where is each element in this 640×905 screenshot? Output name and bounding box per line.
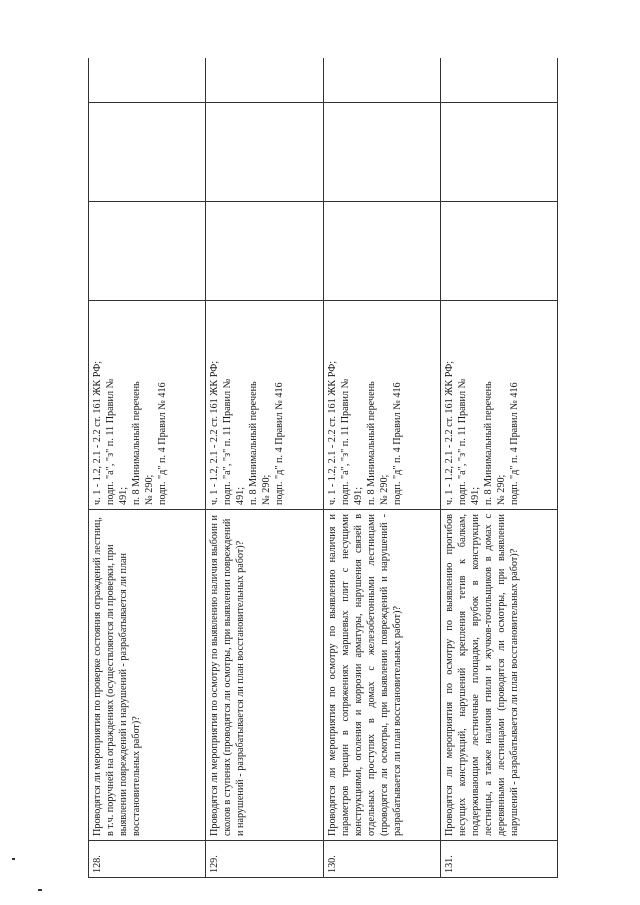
answer-cell-na [89, 58, 206, 103]
legal-basis-cell [323, 301, 440, 510]
row-number-cell [323, 841, 440, 878]
document-page [88, 58, 558, 878]
legal-line: 491; [469, 486, 481, 505]
answer-cell-yes [323, 202, 440, 301]
question-cell [323, 510, 440, 841]
question-cell [89, 510, 206, 841]
legal-line: ч. 1 - 1.2, 2.1 - 2.2 ст. 161 ЖК РФ; [326, 360, 338, 505]
legal-line: подп. "д" п. 4 Правил № 416 [274, 382, 286, 505]
legal-line: 491; [352, 486, 364, 505]
legal-line: подп. "а", "з" п. 11 Правил № [456, 378, 468, 505]
legal-line: 491; [235, 486, 247, 505]
table-row [206, 58, 323, 878]
answer-cell-na [323, 58, 440, 103]
question-text: Проводятся ли мероприятия по осмотру по выявлению наличия и параметров трещин в сопряжениях маршевых плит с несущими конструкциями, оголения и коррозии арматуры, нарушения связей в отдельных проступях в домах с железобетонными лестницами (проводятся ли осмотры, при выявлении повреждений и нарушений - разрабатывается ли план восстановительных работ)? [326, 514, 403, 836]
answer-cell-no [440, 103, 557, 202]
legal-line: п. 8 Минимальный перечень [482, 381, 494, 505]
answer-cell-no [206, 103, 323, 202]
question-text: Проводятся ли мероприятия по осмотру по выявлению наличия выбоин и сколов в ступенях (проводятся ли осмотры, при выявлении повреждений и нарушений - разрабатывается ли план восстановительных работ)? [209, 515, 247, 836]
table-row [440, 58, 557, 878]
table-row [89, 58, 206, 878]
scan-artifact-mark [38, 889, 42, 891]
row-number: 128. [92, 855, 103, 873]
rotated-table-container [88, 58, 558, 878]
row-number: 131. [443, 855, 455, 873]
legal-line: подп. "а", "з" п. 11 Правил № [222, 378, 234, 505]
question-text: Проводятся ли мероприятия по осмотру по выявлению прогибов несущих конструкций, нарушений крепления тетив к балкам, поддерживающим лестничные площадки, врубок в конструкции лестницы, а также наличия гнили и жучков-точильщиков в домах с деревянными лестницами (проводятся ли осмотры, при выявлении нарушений - разрабатывается ли план восстановительных работ)? [443, 514, 520, 836]
legal-line: 491; [118, 486, 130, 505]
answer-cell-na [440, 58, 557, 103]
legal-line: № 290; [144, 474, 156, 505]
answer-cell-na [206, 58, 323, 103]
scan-artifact-mark [12, 858, 15, 860]
question-cell [206, 510, 323, 841]
legal-line: № 290; [495, 474, 507, 505]
legal-line: ч. 1 - 1.2, 2.1 - 2.2 ст. 161 ЖК РФ; [92, 360, 103, 505]
row-number-cell [89, 841, 206, 878]
answer-cell-no [89, 103, 206, 202]
legal-line: № 290; [261, 474, 273, 505]
legal-line: п. 8 Минимальный перечень [131, 381, 143, 505]
legal-line: ч. 1 - 1.2, 2.1 - 2.2 ст. 161 ЖК РФ; [209, 360, 221, 505]
legal-line: подп. "д" п. 4 Правил № 416 [391, 382, 403, 505]
legal-line: подп. "а", "з" п. 11 Правил № [339, 378, 351, 505]
legal-line: подп. "д" п. 4 Правил № 416 [157, 382, 169, 505]
legal-basis-cell [440, 301, 557, 510]
legal-line: п. 8 Минимальный перечень [365, 381, 377, 505]
legal-line: п. 8 Минимальный перечень [248, 381, 260, 505]
legal-basis-cell [89, 301, 206, 510]
legal-basis-cell [206, 301, 323, 510]
row-number-cell [440, 841, 557, 878]
answer-cell-yes [440, 202, 557, 301]
legal-line: подп. "а", "з" п. 11 Правил № [105, 378, 117, 505]
legal-line: № 290; [378, 474, 390, 505]
checklist-table [88, 58, 558, 878]
question-text: Проводятся ли мероприятия по проверке состояния ограждений лестниц, в т.ч. поручней на ограждениях (осуществляются ли проверки, при выявлении повреждений и нарушений - разрабатывается ли план восстановительных работ)? [92, 517, 143, 836]
answer-cell-yes [89, 202, 206, 301]
legal-line: ч. 1 - 1.2, 2.1 - 2.2 ст. 161 ЖК РФ; [443, 360, 455, 505]
question-cell [440, 510, 557, 841]
legal-line: подп. "д" п. 4 Правил № 416 [508, 382, 520, 505]
table-row [323, 58, 440, 878]
row-number-cell [206, 841, 323, 878]
answer-cell-no [323, 103, 440, 202]
row-number: 130. [326, 855, 338, 873]
answer-cell-yes [206, 202, 323, 301]
row-number: 129. [209, 855, 221, 873]
